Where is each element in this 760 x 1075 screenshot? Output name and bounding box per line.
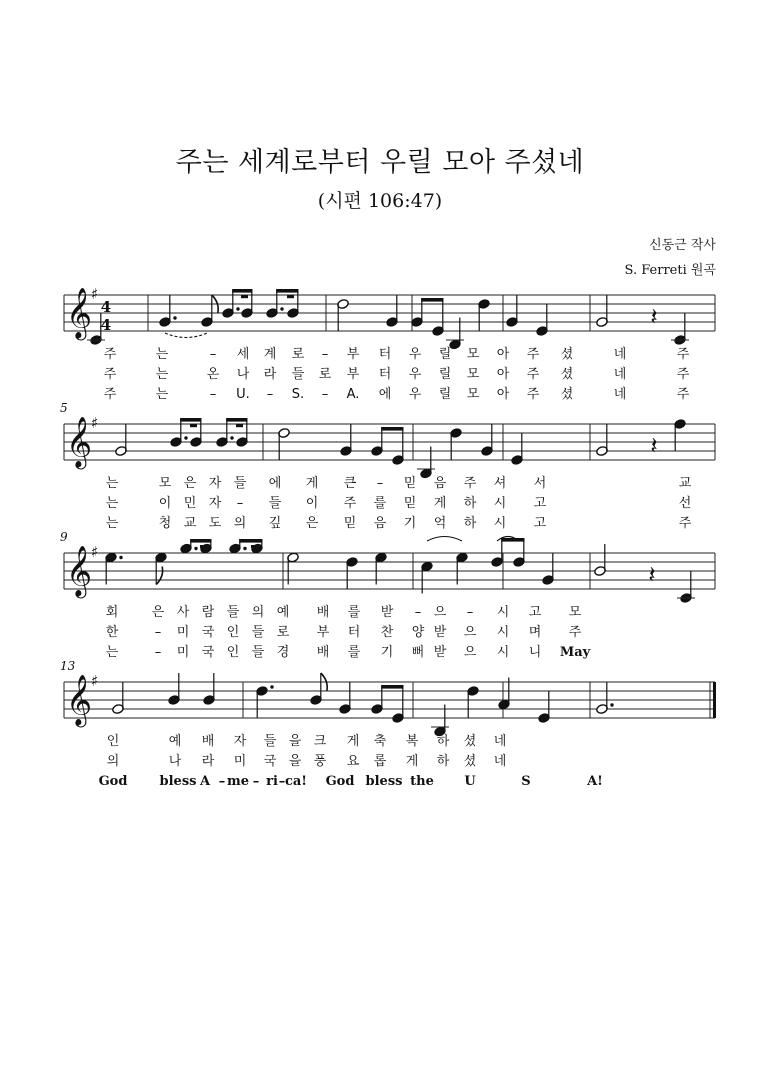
- beam-secondary: [287, 295, 294, 298]
- beam: [421, 298, 443, 302]
- lyric-syllable: 국: [201, 625, 215, 640]
- lyric-syllable: 주: [526, 387, 540, 402]
- note-flag: [156, 567, 162, 585]
- augmentation-dot: [610, 703, 613, 706]
- lyric-syllable: 회: [105, 605, 119, 620]
- lyric-syllable: 부: [316, 625, 330, 640]
- lyric-syllable: 기: [380, 645, 394, 660]
- lyric-syllable: 나: [236, 367, 250, 382]
- treble-clef-glyph: 𝄞: [66, 545, 93, 597]
- lyric-syllable: 주: [526, 347, 540, 362]
- lyric-syllable: 네: [613, 347, 627, 362]
- lyric-syllable: 시: [496, 645, 510, 660]
- lyric-syllable: 셨: [463, 734, 477, 749]
- measure-number: 5: [60, 401, 68, 415]
- lyric-syllable: 셔: [493, 476, 507, 491]
- lyric-syllable: 자: [208, 496, 222, 511]
- lyric-syllable: 는: [105, 496, 119, 511]
- key-sharp-glyph: ♯: [91, 672, 99, 690]
- lyric-syllable: 들: [291, 367, 305, 382]
- lyric-syllable: 인: [226, 645, 240, 660]
- lyric-syllable: 에: [268, 476, 282, 491]
- lyricist-credit: 신동근 작사: [649, 238, 716, 253]
- lyric-syllable: 니: [528, 645, 542, 660]
- lyric-syllable: U: [464, 774, 476, 789]
- lyric-syllable: –: [252, 774, 260, 789]
- lyric-syllable: 주: [103, 347, 117, 362]
- lyric-syllable: God: [98, 774, 128, 789]
- lyric-syllable: 릴: [438, 387, 452, 402]
- composer-credit: S. Ferreti 원곡: [624, 263, 716, 278]
- lyric-syllable: 주: [103, 387, 117, 402]
- lyric-syllable: 억: [433, 516, 447, 531]
- lyric-syllable: S: [521, 774, 531, 789]
- lyric-syllable: 시: [496, 625, 510, 640]
- beam-secondary: [251, 545, 258, 548]
- lyric-syllable: 시: [493, 496, 507, 511]
- lyric-syllable: 아: [496, 347, 510, 362]
- treble-clef-glyph: 𝄞: [66, 674, 93, 726]
- treble-clef-glyph: 𝄞: [66, 416, 93, 468]
- lyric-syllable: 모: [466, 347, 480, 362]
- lyric-syllable: 우: [408, 367, 422, 382]
- lyric-syllable: 를: [347, 605, 361, 620]
- lyric-syllable: 하: [463, 496, 477, 511]
- lyric-syllable: 셨: [560, 387, 574, 402]
- lyric-syllable: 민: [183, 496, 197, 511]
- measure-number: 9: [60, 530, 68, 544]
- lyric-syllable: 믿: [343, 516, 357, 531]
- lyric-syllable: 하: [436, 754, 450, 769]
- key-sharp-glyph: ♯: [91, 543, 99, 561]
- augmentation-dot: [270, 685, 273, 688]
- lyric-syllable: 크: [313, 734, 327, 749]
- lyric-syllable: 교: [678, 476, 692, 491]
- lyric-syllable: 는: [155, 347, 169, 362]
- beam-secondary: [190, 424, 197, 427]
- lyric-syllable: 경: [276, 645, 290, 660]
- lyric-syllable: 우: [408, 387, 422, 402]
- lyric-syllable: 믿: [403, 496, 417, 511]
- lyric-syllable: 셨: [463, 754, 477, 769]
- lyric-syllable: 들: [263, 734, 277, 749]
- lyric-syllable: 요: [346, 754, 360, 769]
- beam: [180, 418, 201, 422]
- lyric-syllable: 들: [251, 645, 265, 660]
- lyric-syllable: –: [414, 605, 422, 620]
- lyric-syllable: 모: [568, 605, 582, 620]
- lyric-syllable: 을: [288, 754, 302, 769]
- augmentation-dot: [184, 436, 187, 439]
- beam: [276, 289, 298, 293]
- lyric-syllable: –: [209, 347, 217, 362]
- lyric-syllable: 인: [106, 734, 120, 749]
- beam: [501, 538, 524, 542]
- lyric-syllable: 람: [201, 605, 215, 620]
- lyric-syllable: 셨: [560, 347, 574, 362]
- lyric-syllable: 아: [496, 387, 510, 402]
- lyric-syllable: –: [218, 774, 226, 789]
- augmentation-dot: [173, 316, 176, 319]
- lyric-syllable: 배: [201, 734, 215, 749]
- tie-slur: [165, 333, 207, 338]
- lyric-syllable: 인: [226, 625, 240, 640]
- lyric-syllable: 은: [305, 516, 319, 531]
- lyric-syllable: 으: [463, 625, 477, 640]
- lyric-syllable: 기: [403, 516, 417, 531]
- lyric-syllable: 주: [463, 476, 477, 491]
- lyric-syllable: 선: [678, 496, 692, 511]
- lyric-syllable: 고: [533, 496, 547, 511]
- lyric-syllable: 미: [176, 645, 190, 660]
- lyric-syllable: 릴: [438, 367, 452, 382]
- augmentation-dot: [194, 547, 197, 550]
- lyric-syllable: 예: [168, 734, 182, 749]
- lyric-syllable: 시: [496, 605, 510, 620]
- lyric-syllable: 의: [106, 754, 120, 769]
- lyric-syllable: 자: [233, 734, 247, 749]
- augmentation-dot: [243, 547, 246, 550]
- lyric-syllable: 배: [316, 645, 330, 660]
- lyric-syllable: 네: [613, 367, 627, 382]
- lyric-syllable: 는: [105, 645, 119, 660]
- lyric-syllable: bless: [159, 774, 197, 789]
- lyric-syllable: 모: [158, 476, 172, 491]
- lyric-syllable: U.: [236, 387, 250, 402]
- lyric-syllable: 찬: [380, 625, 394, 640]
- lyric-syllable: 게: [346, 734, 360, 749]
- augmentation-dot: [230, 436, 233, 439]
- lyric-syllable: ca!: [284, 774, 308, 789]
- lyric-syllable: 모: [466, 367, 480, 382]
- lyric-syllable: 을: [288, 734, 302, 749]
- lyric-syllable: 셨: [560, 367, 574, 382]
- lyric-syllable: 미: [176, 625, 190, 640]
- lyric-syllable: 는: [105, 476, 119, 491]
- lyric-syllable: 며: [528, 625, 542, 640]
- treble-clef-glyph: 𝄞: [66, 287, 93, 339]
- lyric-syllable: 터: [378, 347, 392, 362]
- final-bar-thick: [713, 682, 716, 718]
- lyric-syllable: 게: [405, 754, 419, 769]
- lyric-syllable: 이: [305, 496, 319, 511]
- lyric-syllable: bless: [365, 774, 403, 789]
- lyric-syllable: 주: [526, 367, 540, 382]
- lyric-syllable: 받: [380, 605, 394, 620]
- beam: [226, 418, 247, 422]
- lyric-syllable: 는: [105, 516, 119, 531]
- lyric-syllable: –: [321, 347, 329, 362]
- lyric-syllable: 게: [433, 496, 447, 511]
- lyric-syllable: 서: [533, 476, 547, 491]
- lyric-syllable: 받: [433, 645, 447, 660]
- lyric-syllable: 부: [346, 367, 360, 382]
- measure-number: 13: [60, 659, 76, 673]
- lyric-syllable: S.: [291, 387, 305, 402]
- tie-slur: [427, 537, 462, 542]
- lyric-syllable: 사: [176, 605, 190, 620]
- lyric-syllable: May: [559, 645, 591, 660]
- lyric-syllable: 에: [378, 387, 392, 402]
- lyric-syllable: 음: [373, 516, 387, 531]
- lyric-syllable: –: [154, 625, 162, 640]
- lyric-syllable: 는: [155, 367, 169, 382]
- lyric-syllable: 계: [263, 347, 277, 362]
- lyric-syllable: 시: [493, 516, 507, 531]
- lyric-syllable: 롭: [373, 754, 387, 769]
- page-title: 주는 세계로부터 우릴 모아 주셨네: [175, 147, 585, 178]
- lyric-syllable: 를: [373, 496, 387, 511]
- lyric-syllable: –: [236, 496, 244, 511]
- lyric-syllable: 청: [158, 516, 172, 531]
- beam: [239, 539, 262, 543]
- lyric-syllable: 릴: [438, 347, 452, 362]
- lyric-syllable: 라: [263, 367, 277, 382]
- lyric-syllable: 받: [433, 625, 447, 640]
- lyric-syllable: 네: [493, 734, 507, 749]
- beam: [381, 427, 403, 431]
- lyric-syllable: 은: [183, 476, 197, 491]
- time-signature-bottom: 4: [100, 316, 112, 334]
- lyric-syllable: 국: [201, 645, 215, 660]
- lyric-syllable: 네: [613, 387, 627, 402]
- lyric-syllable: 세: [236, 347, 250, 362]
- lyric-syllable: 모: [466, 387, 480, 402]
- lyric-syllable: 복: [405, 734, 419, 749]
- lyric-syllable: 온: [206, 367, 220, 382]
- lyric-syllable: 미: [233, 754, 247, 769]
- lyric-syllable: 나: [168, 754, 182, 769]
- augmentation-dot: [119, 556, 122, 559]
- lyric-syllable: 터: [378, 367, 392, 382]
- lyric-syllable: 국: [263, 754, 277, 769]
- lyric-syllable: 주: [676, 387, 690, 402]
- beam: [232, 289, 252, 293]
- lyric-syllable: A!: [587, 774, 603, 789]
- lyric-syllable: 로: [291, 347, 305, 362]
- lyric-syllable: –: [278, 774, 286, 789]
- lyric-syllable: 으: [433, 605, 447, 620]
- lyric-syllable: 한: [105, 625, 119, 640]
- beam: [381, 685, 403, 689]
- beam-secondary: [200, 545, 207, 548]
- lyric-syllable: the: [410, 774, 434, 789]
- lyric-syllable: God: [325, 774, 355, 789]
- lyric-syllable: 큰: [343, 476, 357, 491]
- key-sharp-glyph: ♯: [91, 414, 99, 432]
- lyric-syllable: 우: [408, 347, 422, 362]
- lyric-syllable: 교: [183, 516, 197, 531]
- lyric-syllable: –: [154, 645, 162, 660]
- key-sharp-glyph: ♯: [91, 285, 99, 303]
- lyric-syllable: 네: [493, 754, 507, 769]
- time-signature-top: 4: [100, 298, 112, 316]
- augmentation-dot: [236, 307, 239, 310]
- lyric-syllable: 예: [276, 605, 290, 620]
- lyric-syllable: 라: [201, 754, 215, 769]
- lyric-syllable: 양: [411, 625, 425, 640]
- lyric-syllable: –: [209, 387, 217, 402]
- lyric-syllable: 주: [676, 367, 690, 382]
- lyric-syllable: 주: [678, 516, 692, 531]
- lyric-syllable: 으: [463, 645, 477, 660]
- lyric-syllable: 부: [346, 347, 360, 362]
- lyric-syllable: 로: [276, 625, 290, 640]
- lyric-syllable: 주: [568, 625, 582, 640]
- lyric-syllable: 들: [268, 496, 282, 511]
- lyric-syllable: –: [321, 387, 329, 402]
- beam: [190, 539, 211, 543]
- lyric-syllable: 은: [151, 605, 165, 620]
- lyric-syllable: 주: [676, 347, 690, 362]
- lyric-syllable: A.: [346, 387, 360, 402]
- lyric-syllable: 하: [436, 734, 450, 749]
- lyric-syllable: 풍: [313, 754, 327, 769]
- lyric-syllable: 주: [103, 367, 117, 382]
- beam-secondary: [236, 424, 243, 427]
- lyric-syllable: ri: [266, 774, 278, 789]
- lyric-syllable: 들: [233, 476, 247, 491]
- lyric-syllable: –: [376, 476, 384, 491]
- lyric-syllable: 이: [158, 496, 172, 511]
- lyric-syllable: –: [266, 387, 274, 402]
- lyric-syllable: 들: [226, 605, 240, 620]
- lyric-syllable: 깊: [268, 516, 282, 531]
- lyric-syllable: 하: [463, 516, 477, 531]
- lyric-syllable: 축: [373, 734, 387, 749]
- lyric-syllable: 뻐: [411, 645, 425, 660]
- quarter-rest-glyph: 𝄽: [650, 302, 658, 331]
- lyric-syllable: me: [226, 774, 250, 789]
- lyric-syllable: –: [466, 605, 474, 620]
- lyric-syllable: 로: [318, 367, 332, 382]
- lyric-syllable: 아: [496, 367, 510, 382]
- lyric-syllable: 배: [316, 605, 330, 620]
- lyric-syllable: 주: [343, 496, 357, 511]
- lyric-syllable: 믿: [403, 476, 417, 491]
- lyric-syllable: 고: [528, 605, 542, 620]
- lyric-syllable: 를: [347, 645, 361, 660]
- lyric-syllable: 도: [208, 516, 222, 531]
- beam-secondary: [241, 295, 248, 298]
- lyric-syllable: 들: [251, 625, 265, 640]
- quarter-rest-glyph: 𝄽: [648, 560, 656, 589]
- lyric-syllable: 자: [208, 476, 222, 491]
- lyric-syllable: 의: [251, 605, 265, 620]
- lyric-syllable: 의: [233, 516, 247, 531]
- lyric-syllable: 터: [347, 625, 361, 640]
- lyric-syllable: 고: [533, 516, 547, 531]
- quarter-rest-glyph: 𝄽: [650, 431, 658, 460]
- lyric-syllable: A: [199, 774, 211, 789]
- lyric-syllable: 음: [433, 476, 447, 491]
- scripture-reference: (시편 106:47): [317, 190, 443, 212]
- lyric-syllable: 게: [305, 476, 319, 491]
- augmentation-dot: [280, 307, 283, 310]
- lyric-syllable: 는: [155, 387, 169, 402]
